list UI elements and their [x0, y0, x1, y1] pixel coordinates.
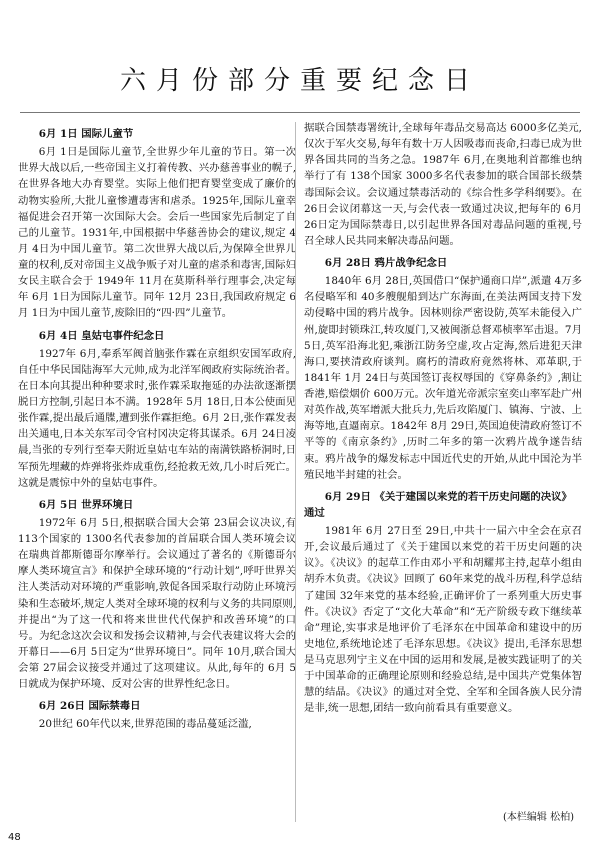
entry-paragraph: 1927年 6月,奉系军阀首脑张作霖在京组织安国军政府,自任中华民国陆海军大元帅,成为北洋军阀政府实际统治者。在日本向其提出种种要求时,张作霖采取拖延的办法欲逐渐摆脱日方控制,引起日本不满。1928年 5月 18日,日本公使面见张作霖,提出最后通牒,遭到张作霖拒绝。6月 2日,张作霖发表出关通电,日本关东军司令官村冈决定将其谋杀。6月 24日凌晨,当张的专列行至奉天附近皇姑屯车站的南满铁路桥洞时,日军预先埋藏的炸弹将张炸成重伤,经抢救无效,几小时后死亡。这就是震惊中外的皇姑屯事件。: [18, 347, 296, 489]
title-divider: [20, 112, 580, 113]
entry-heading: 6月 4日 皇姑屯事件纪念日: [38, 329, 165, 342]
entry-paragraph: 6月 1日是国际儿童节,全世界少年儿童的节日。第一次世界大战以后,一些帝国主义打着传教、兴办慈善事业的幌子,在世界各地大办育婴堂。实际上他们把育婴堂变成了廉价的动物实验所,大批儿童惨遭毒害和虐杀。1925年,国际儿童幸福促进会召开第一次国际大会。会后一些国家先后制定了自己的儿童节。1931年,中国根据中华慈善协会的建议,规定 4月 4日为中国儿童节。第二次世界大战以后,为保障全世界儿童的权利,反对帝国主义战争贩子对儿童的虐杀和毒害,国际妇女民主联合会于 1949年 11月在莫斯科举行理事会,决定每年 6月 1日为国际儿童节。同年 12月 23日,我国政府规定 6月 1日为中国儿童节,废除旧的“四·四”儿童节。: [18, 146, 296, 320]
entry-heading: 6月 29日 《关于建国以来党的若干历史问题的决议》通过: [304, 490, 572, 519]
entry-heading: 6月 1日 国际儿童节: [38, 128, 134, 140]
entry-paragraph: 20世纪 60年代以来,世界范围的毒品蔓延泛滥,: [38, 718, 252, 731]
entry-paragraph: 据联合国禁毒署统计,全球每年毒品交易高达 6000多亿美元,仅次于军火交易,每年有数十万人因吸毒而丧命,扫毒已成为世界各国共同的当务之急。1987年 6月,在奥地利首都维也纳举行了有 138个国家 3000多名代表参加的联合国部长级禁毒国际会议。会议通过禁毒活动的《综合性多学科纲要》。在 26日会议闭幕这一天,与会代表一致通过决议,把每年的 6月 26日定为国际禁毒日,以引起世界各国对毒品问题的重视,号召全球人民共同来解决毒品问题。: [304, 122, 582, 247]
entry-paragraph: 1981年 6月 27日至 29日,中共十一届六中全会在京召开,会议最后通过了《关于建国以来党的若干历史问题的决议》。《决议》的起草工作由邓小平和胡耀邦主持,起草小组由胡乔木负责。《决议》回顾了 60年来党的战斗历程,科学总结了建国 32年来党的基本经验,正确评价了一系列重大历史事件。《决议》否定了“文化大革命”和“无产阶级专政下继续革命”理论,实事求是地评价了毛泽东在中国革命和建设中的历史地位,系统地论述了毛泽东思想。《决议》提出,毛泽东思想是马克思列宁主义在中国的运用和发展,是被实践证明了的关于中国革命的正确理论原则和经验总结,是中国共产党集体智慧的结晶。《决议》的通过对全党、全军和全国各族人民分清是非,统一思想,团结一致向前看具有重要意义。: [304, 525, 582, 715]
entry-paragraph: 1972年 6月 5日,根据联合国大会第 23届会议决议,有 113个国家的 1300名代表参加的首届联合国人类环境会议在瑞典首都斯德哥尔摩举行。会议通过了著名的《斯德哥尔摩人类环境宣言》和保护全球环境的“行动计划”,呼吁世界关注人类活动对环境的严重影响,敦促各国采取行动防止环境污染和生态破坏,规定人类对全球环境的权利与义务的共同原则,并提出“为了这一代和将来世世代代保护和改善环境”的口号。为纪念这次会议和发扬会议精神,与会代表建议将大会的开幕日——6月 5日定为“世界环境日”。同年 10月,联合国大会第 27届会议接受并通过了这项建议。从此,每年的 6月 5日就成为保护环境、反对公害的世界性纪念日。: [18, 516, 296, 691]
left-column: [18, 120, 296, 820]
page-title: 六月份部分重要纪念日: [119, 66, 480, 96]
editor-note: (本栏编辑 松柏): [503, 812, 574, 823]
entry-heading: 6月 28日 鸦片战争纪念日: [324, 257, 448, 269]
entry-heading: 6月 26日 国际禁毒日: [38, 700, 141, 713]
page-number: 48: [8, 832, 21, 843]
column-divider: [295, 122, 296, 822]
entry-paragraph: 1840年 6月 28日,英国借口“保护通商口岸”,派遣 4万多名侵略军和 40多艘舰船到达广东海面,在美法两国支持下发动侵略中国的鸦片战争。因林则徐严密设防,英军未能侵入广州,旋即封锁珠江,转攻厦门,又被闽浙总督邓桢率军击退。7月 5日,英军沿海北犯,乘浙江防务空虚,攻占定海,然后进犯天津海口,要挟清政府谈判。腐朽的清政府竟然将林、邓革职,于 1841年 1月 24日与英国签订丧权辱国的《穿鼻条约》,割让香港,赔偿烟价 600万元。次年道光帝派宗室奕山率军赴广州对英作战,英军增派大批兵力,先后攻陷厦门、镇海、宁波、上海等地,直逼南京。1842年 8月 29日,英国迫使清政府签订不平等的《南京条约》,历时二年多的第一次鸦片战争遂告结束。鸦片战争的爆发标志中国近代史的开始,从此中国沦为半殖民地半封建的社会。: [304, 275, 582, 481]
entry-heading: 6月 5日 世界环境日: [38, 498, 134, 511]
right-column: [304, 120, 582, 820]
